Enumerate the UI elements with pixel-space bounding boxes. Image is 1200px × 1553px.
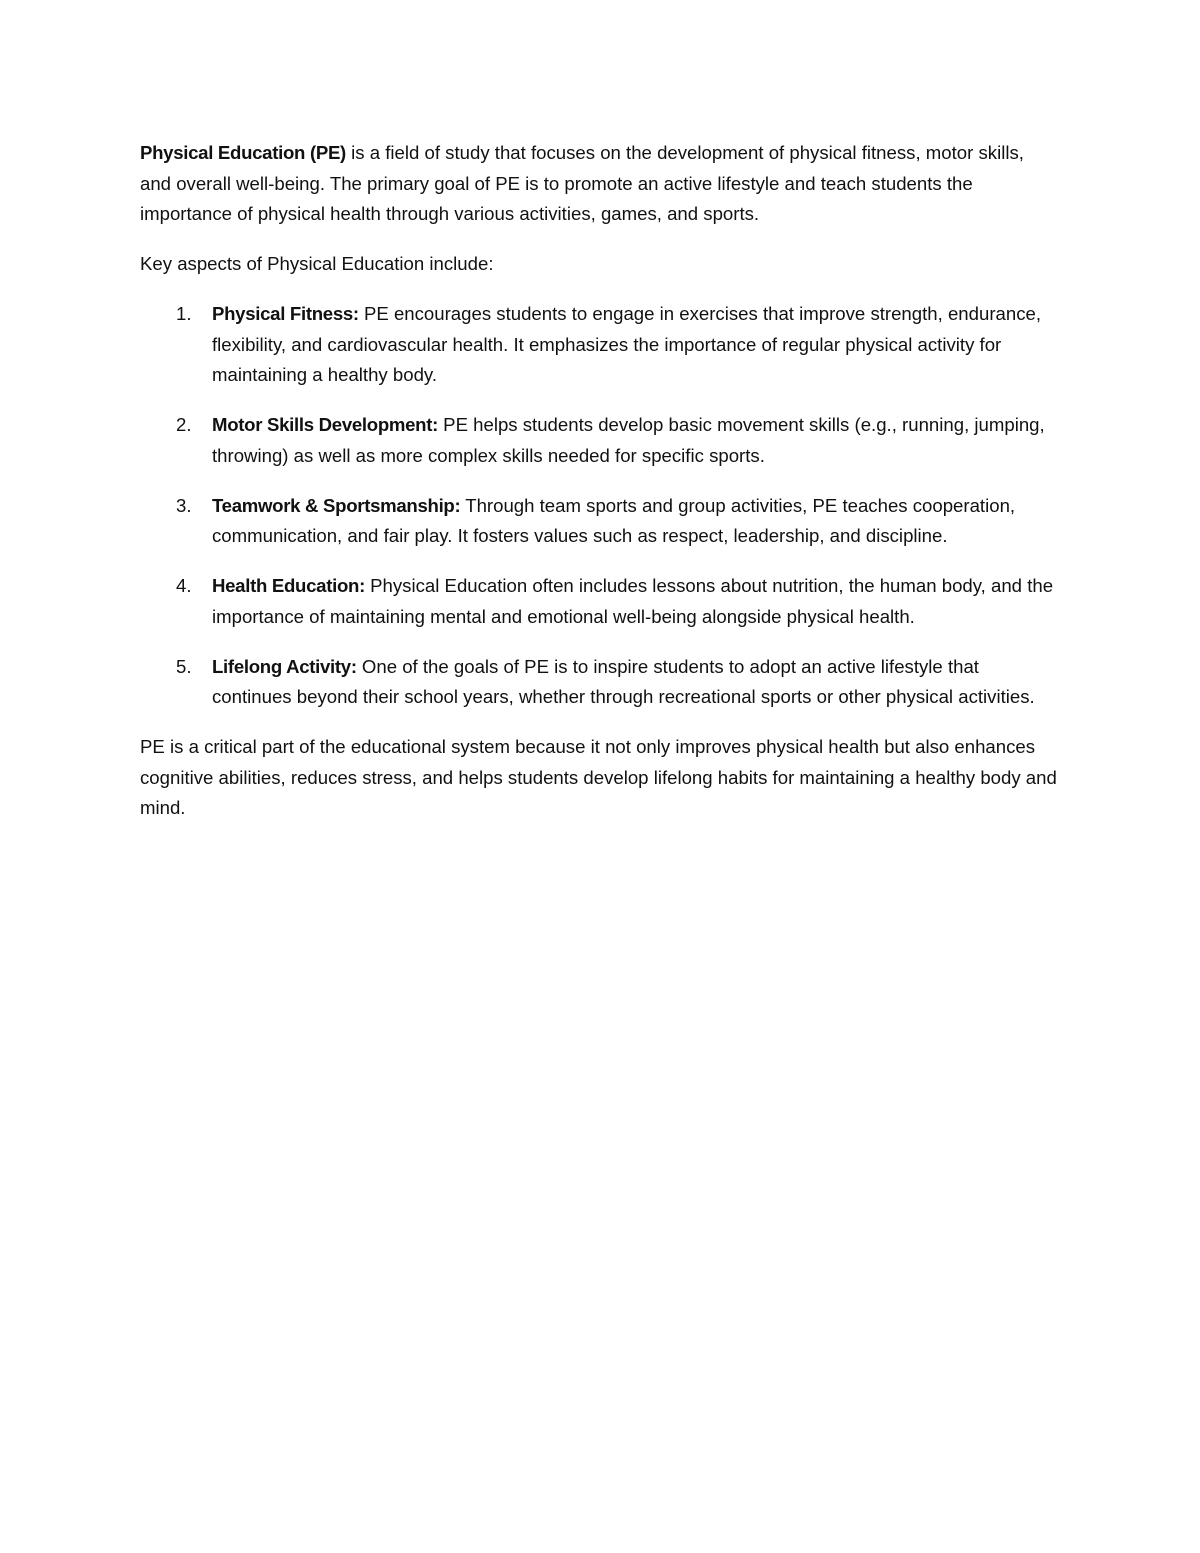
list-item xyxy=(140,652,1060,713)
aspects-list xyxy=(140,299,1060,713)
aspect-text: Through team sports and group activities, PE teaches cooperation, communication, and fair play. It fosters values such as respect, leadership, and discipline. xyxy=(212,494,1016,546)
list-number: 5. xyxy=(176,655,192,677)
list-number: 3. xyxy=(176,494,192,516)
aspect-term: Teamwork & Sportsmanship: xyxy=(212,494,461,516)
document-page xyxy=(140,138,1060,824)
list-item xyxy=(140,491,1060,552)
conclusion-paragraph: PE is a critical part of the educational system because it not only improves physical health but also enhances cognitive abilities, reduces stress, and helps students develop lifelong habits for maintaining a healthy body and mind. xyxy=(140,736,1057,818)
intro-term: Physical Education (PE) xyxy=(140,142,346,163)
list-number: 1. xyxy=(176,303,192,324)
aspect-term: Physical Fitness: xyxy=(212,303,359,324)
list-number: 2. xyxy=(176,414,192,435)
aspect-text: One of the goals of PE is to inspire students to adopt an active lifestyle that continues beyond their school years, whether through recreational sports or other physical activities. xyxy=(212,655,1035,707)
key-aspects-intro: Key aspects of Physical Education include: xyxy=(140,253,494,274)
aspect-text: PE encourages students to engage in exercises that improve strength, endurance, flexibility, and cardiovascular health. It emphasizes the importance of regular physical activity for maintaining a healthy body. xyxy=(212,303,1041,385)
aspect-term: Motor Skills Development: xyxy=(212,414,438,435)
aspect-text: PE helps students develop basic movement skills (e.g., running, jumping, throwing) as well as more complex skills needed for specific sports. xyxy=(212,414,1045,466)
intro-text: is a field of study that focuses on the development of physical fitness, motor skills, and overall well-being. The primary goal of PE is to promote an active lifestyle and teach students the importance of physical health through various activities, games, and sports. xyxy=(140,142,1024,224)
intro-paragraph xyxy=(140,138,1060,230)
list-item xyxy=(140,299,1060,391)
list-number: 4. xyxy=(176,575,192,596)
aspect-term: Lifelong Activity: xyxy=(212,655,357,677)
list-item xyxy=(140,571,1060,632)
aspect-text: Physical Education often includes lessons about nutrition, the human body, and the importance of maintaining mental and emotional well-being alongside physical health. xyxy=(212,575,1054,627)
aspect-term: Health Education: xyxy=(212,575,365,596)
list-item xyxy=(140,410,1060,471)
